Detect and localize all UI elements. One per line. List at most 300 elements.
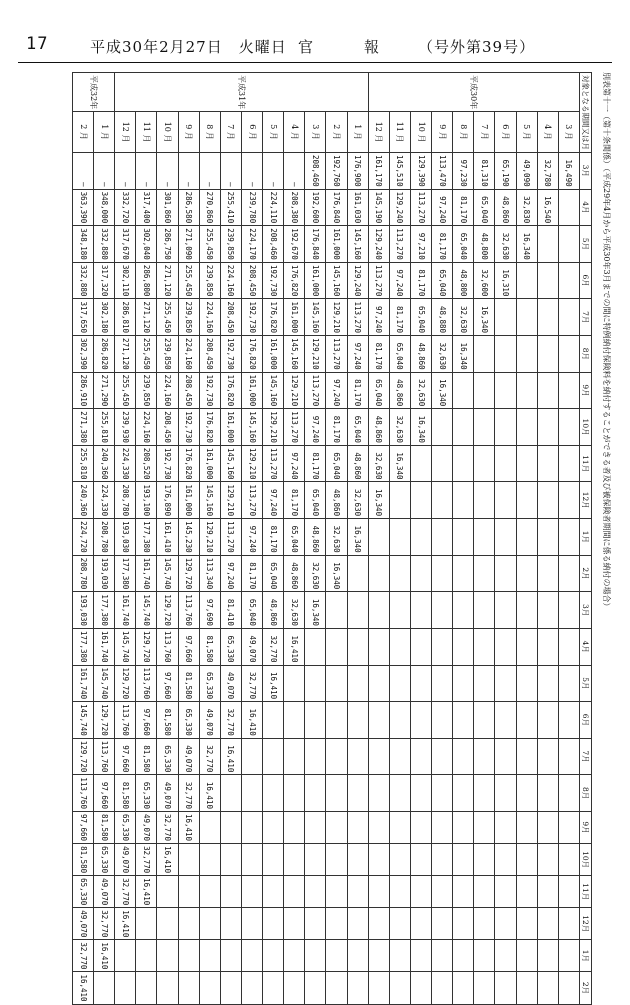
- table-cell: 145,160: [263, 372, 284, 409]
- table-cell: [474, 940, 495, 972]
- table-cell: 129,720: [73, 738, 94, 775]
- table-cell: [263, 811, 284, 843]
- table-cell: 16,410: [242, 702, 263, 739]
- row-month-label: 3 月: [305, 112, 326, 153]
- table-cell: [474, 482, 495, 519]
- table-cell: [537, 299, 558, 336]
- table-cell: [305, 665, 326, 702]
- table-cell: —: [136, 153, 157, 190]
- table-cell: 48,860: [389, 372, 410, 409]
- table-cell: 129,390: [411, 153, 432, 190]
- table-cell: [453, 844, 474, 876]
- table-cell: [537, 844, 558, 876]
- table-cell: [368, 628, 389, 665]
- table-cell: [326, 702, 347, 739]
- table-cell: 208,780: [94, 519, 115, 556]
- table-cell: —: [220, 153, 241, 190]
- table-cell: [411, 628, 432, 665]
- table-cell: [284, 876, 305, 908]
- table-cell: [389, 972, 410, 1004]
- header-row: [580, 73, 592, 1005]
- table-cell: [558, 702, 579, 739]
- table-cell: 176,820: [242, 336, 263, 373]
- table-cell: 97,660: [136, 702, 157, 739]
- table-cell: 302,040: [136, 226, 157, 263]
- table-cell: [516, 972, 537, 1004]
- table-cell: [558, 665, 579, 702]
- table-cell: 32,770: [263, 628, 284, 665]
- table-cell: [495, 519, 516, 556]
- table-cell: [453, 519, 474, 556]
- table-cell: 161,000: [326, 226, 347, 263]
- table-cell: [326, 665, 347, 702]
- table-cell: 113,270: [368, 262, 389, 299]
- table-cell: [432, 908, 453, 940]
- table-cell: [368, 811, 389, 843]
- month-column-header: 12月: [580, 482, 592, 519]
- month-column-header: 8月: [580, 775, 592, 812]
- table-cell: [537, 445, 558, 482]
- row-month-label: 12 月: [115, 112, 136, 153]
- table-cell: 176,840: [305, 226, 326, 263]
- table-cell: [157, 972, 178, 1004]
- table-cell: [284, 702, 305, 739]
- table-row: [326, 73, 347, 1005]
- table-cell: 239,850: [178, 299, 199, 336]
- table-cell: 271,090: [178, 226, 199, 263]
- table-cell: 81,410: [220, 592, 241, 629]
- table-cell: 81,580: [178, 665, 199, 702]
- table-cell: 81,580: [115, 775, 136, 812]
- table-cell: 65,040: [263, 555, 284, 592]
- table-cell: [495, 738, 516, 775]
- table-cell: 224,330: [115, 445, 136, 482]
- table-cell: 317,320: [94, 262, 115, 299]
- table-cell: [411, 738, 432, 775]
- table-cell: [136, 908, 157, 940]
- table-cell: [263, 702, 284, 739]
- table-cell: 65,330: [73, 876, 94, 908]
- table-cell: 48,860: [368, 409, 389, 446]
- table-cell: [537, 665, 558, 702]
- table-cell: [432, 940, 453, 972]
- table-cell: [157, 876, 178, 908]
- table-cell: [537, 262, 558, 299]
- table-cell: [558, 409, 579, 446]
- table-cell: [389, 555, 410, 592]
- table-cell: [242, 908, 263, 940]
- table-cell: 81,170: [242, 555, 263, 592]
- table-cell: [220, 844, 241, 876]
- table-cell: 49,070: [220, 665, 241, 702]
- table-cell: 145,230: [178, 519, 199, 556]
- table-cell: [516, 482, 537, 519]
- table-cell: 16,340: [368, 482, 389, 519]
- table-cell: 65,330: [136, 775, 157, 812]
- table-cell: 302,180: [94, 299, 115, 336]
- table-cell: 16,410: [199, 775, 220, 812]
- table-cell: 48,800: [474, 226, 495, 263]
- table-cell: [516, 262, 537, 299]
- table-cell: 48,860: [263, 592, 284, 629]
- month-column-header: 7月: [580, 738, 592, 775]
- table-cell: [347, 738, 368, 775]
- table-cell: [178, 972, 199, 1004]
- table-cell: 363,390: [73, 189, 94, 226]
- table-cell: [453, 592, 474, 629]
- table-cell: [495, 972, 516, 1004]
- table-cell: 16,410: [178, 811, 199, 843]
- table-cell: 208,450: [157, 409, 178, 446]
- table-cell: [368, 519, 389, 556]
- table-cell: [432, 775, 453, 812]
- table-row: [411, 73, 432, 1005]
- table-cell: 161,740: [94, 628, 115, 665]
- table-cell: [389, 811, 410, 843]
- table-cell: 177,380: [115, 555, 136, 592]
- table-cell: 145,510: [389, 153, 410, 190]
- table-cell: 49,070: [136, 811, 157, 843]
- table-cell: 270,860: [199, 189, 220, 226]
- table-cell: 240,360: [94, 445, 115, 482]
- table-cell: [516, 844, 537, 876]
- table-cell: [220, 908, 241, 940]
- table-cell: 65,190: [495, 153, 516, 190]
- table-cell: 97,210: [411, 226, 432, 263]
- table-cell: 129,240: [347, 262, 368, 299]
- month-column-header: 1月: [580, 519, 592, 556]
- table-row: [516, 73, 537, 1005]
- table-cell: [411, 592, 432, 629]
- table-cell: 113,760: [73, 775, 94, 812]
- table-cell: 81,580: [157, 702, 178, 739]
- table-cell: [495, 592, 516, 629]
- table-cell: [284, 908, 305, 940]
- year-group-label: 平成30年: [368, 73, 579, 112]
- table-cell: [368, 702, 389, 739]
- table-cell: 271,120: [115, 336, 136, 373]
- table-cell: [537, 482, 558, 519]
- month-column-header: 2月: [580, 972, 592, 1004]
- table-cell: [453, 409, 474, 446]
- table-cell: [453, 972, 474, 1004]
- table-cell: [453, 482, 474, 519]
- table-cell: [199, 844, 220, 876]
- table-cell: [537, 226, 558, 263]
- table-cell: 32,770: [73, 940, 94, 972]
- rotated-table-container: [72, 72, 611, 1002]
- table-cell: 271,120: [136, 299, 157, 336]
- table-cell: 65,330: [178, 702, 199, 739]
- table-cell: [432, 844, 453, 876]
- table-cell: 192,730: [157, 445, 178, 482]
- month-column-header: 9月: [580, 811, 592, 843]
- table-cell: [178, 876, 199, 908]
- table-cell: [558, 811, 579, 843]
- table-cell: [474, 555, 495, 592]
- table-cell: 176,820: [220, 372, 241, 409]
- table-cell: 32,770: [115, 876, 136, 908]
- table-cell: [368, 592, 389, 629]
- table-cell: [516, 372, 537, 409]
- table-cell: 129,720: [115, 665, 136, 702]
- table-cell: [199, 811, 220, 843]
- table-cell: 16,310: [495, 262, 516, 299]
- table-cell: 192,760: [326, 153, 347, 190]
- table-cell: [537, 372, 558, 409]
- table-cell: 16,410: [94, 940, 115, 972]
- table-cell: 65,040: [389, 336, 410, 373]
- table-cell: [411, 940, 432, 972]
- table-cell: 286,800: [136, 262, 157, 299]
- table-cell: 32,630: [284, 592, 305, 629]
- table-cell: 65,040: [368, 372, 389, 409]
- table-cell: [347, 811, 368, 843]
- table-cell: 224,160: [157, 372, 178, 409]
- table-cell: [495, 702, 516, 739]
- table-cell: 192,670: [284, 226, 305, 263]
- table-cell: 176,820: [263, 299, 284, 336]
- table-cell: 97,240: [347, 336, 368, 373]
- month-column-header: 11月: [580, 876, 592, 908]
- table-cell: [263, 908, 284, 940]
- table-cell: 97,240: [220, 555, 241, 592]
- table-cell: [305, 738, 326, 775]
- table-cell: [495, 372, 516, 409]
- table-cell: [537, 409, 558, 446]
- table-cell: 65,040: [432, 262, 453, 299]
- table-cell: 145,160: [242, 409, 263, 446]
- table-cell: 208,380: [284, 189, 305, 226]
- table-cell: [495, 811, 516, 843]
- table-cell: 286,580: [178, 189, 199, 226]
- table-cell: [558, 844, 579, 876]
- table-cell: [326, 738, 347, 775]
- table-cell: [157, 908, 178, 940]
- table-cell: 65,330: [94, 844, 115, 876]
- table-cell: [432, 665, 453, 702]
- table-cell: 177,380: [94, 592, 115, 629]
- table-cell: [432, 702, 453, 739]
- table-cell: 239,930: [115, 409, 136, 446]
- table-cell: 65,040: [474, 189, 495, 226]
- table-cell: [263, 738, 284, 775]
- table-cell: 129,210: [305, 336, 326, 373]
- table-cell: 16,340: [326, 555, 347, 592]
- table-cell: 271,290: [94, 372, 115, 409]
- table-cell: 81,580: [136, 738, 157, 775]
- row-month-label: 2 月: [326, 112, 347, 153]
- table-cell: 176,820: [284, 262, 305, 299]
- table-cell: [453, 775, 474, 812]
- table-cell: [516, 409, 537, 446]
- table-row: [73, 73, 94, 1005]
- table-cell: 271,380: [73, 409, 94, 446]
- table-cell: [411, 972, 432, 1004]
- table-cell: [453, 702, 474, 739]
- table-cell: 208,450: [220, 299, 241, 336]
- month-column-header: 7月: [580, 299, 592, 336]
- table-cell: [495, 775, 516, 812]
- table-cell: 161,740: [73, 665, 94, 702]
- row-month-label: 10 月: [411, 112, 432, 153]
- row-month-label: 10 月: [157, 112, 178, 153]
- table-cell: [389, 519, 410, 556]
- header-divider: [18, 62, 612, 63]
- row-month-label: 9 月: [178, 112, 199, 153]
- table-cell: [220, 940, 241, 972]
- table-cell: 224,160: [199, 299, 220, 336]
- table-cell: 32,630: [432, 336, 453, 373]
- table-cell: [347, 940, 368, 972]
- table-cell: [474, 445, 495, 482]
- table-cell: [326, 592, 347, 629]
- table-cell: 193,030: [94, 555, 115, 592]
- year-group-label: 平成31年: [115, 73, 369, 112]
- table-cell: 255,450: [157, 299, 178, 336]
- table-cell: [368, 665, 389, 702]
- table-cell: 192,600: [305, 189, 326, 226]
- table-cell: [199, 876, 220, 908]
- row-month-label: 3 月: [558, 112, 579, 153]
- table-row: [432, 73, 453, 1005]
- table-cell: 32,770: [157, 811, 178, 843]
- table-cell: [347, 628, 368, 665]
- table-cell: [453, 811, 474, 843]
- month-column-header: 2月: [580, 555, 592, 592]
- table-cell: 129,210: [326, 299, 347, 336]
- month-column-header: 8月: [580, 336, 592, 373]
- table-cell: 145,740: [94, 665, 115, 702]
- table-cell: [474, 811, 495, 843]
- table-cell: 192,730: [220, 336, 241, 373]
- table-cell: [347, 876, 368, 908]
- table-cell: [284, 738, 305, 775]
- row-month-label: 4 月: [537, 112, 558, 153]
- table-cell: 301,860: [157, 189, 178, 226]
- table-cell: 332,880: [73, 262, 94, 299]
- table-cell: 49,090: [516, 153, 537, 190]
- table-cell: [115, 940, 136, 972]
- table-cell: 113,270: [220, 519, 241, 556]
- table-cell: [558, 372, 579, 409]
- table-cell: [199, 940, 220, 972]
- table-cell: [558, 592, 579, 629]
- table-cell: [537, 738, 558, 775]
- table-cell: [305, 908, 326, 940]
- table-cell: 161,000: [220, 409, 241, 446]
- row-month-label: 5 月: [263, 112, 284, 153]
- page-header: [18, 30, 610, 60]
- table-cell: 302,110: [115, 262, 136, 299]
- table-cell: 145,740: [115, 628, 136, 665]
- table-cell: 16,340: [411, 409, 432, 446]
- row-month-label: 4 月: [284, 112, 305, 153]
- table-cell: 332,720: [115, 189, 136, 226]
- table-cell: 65,330: [115, 811, 136, 843]
- table-cell: 255,450: [115, 372, 136, 409]
- table-cell: [368, 876, 389, 908]
- table-cell: [516, 299, 537, 336]
- table-cell: [242, 972, 263, 1004]
- table-cell: 145,160: [347, 226, 368, 263]
- table-cell: 161,170: [368, 153, 389, 190]
- table-cell: [495, 844, 516, 876]
- table-cell: 16,340: [432, 372, 453, 409]
- table-row: [347, 73, 368, 1005]
- table-cell: [389, 738, 410, 775]
- table-cell: [368, 940, 389, 972]
- table-cell: [368, 555, 389, 592]
- table-cell: 177,380: [73, 628, 94, 665]
- table-cell: 81,580: [199, 628, 220, 665]
- table-cell: 16,410: [136, 876, 157, 908]
- month-column-header: 5月: [580, 665, 592, 702]
- table-cell: 317,670: [115, 226, 136, 263]
- table-cell: [537, 702, 558, 739]
- table-cell: 97,660: [115, 738, 136, 775]
- table-cell: 145,740: [157, 555, 178, 592]
- table-cell: 161,000: [305, 262, 326, 299]
- table-cell: 48,860: [305, 519, 326, 556]
- table-cell: [305, 702, 326, 739]
- table-cell: [537, 876, 558, 908]
- table-cell: 81,170: [263, 519, 284, 556]
- table-cell: —: [94, 153, 115, 190]
- table-cell: [474, 372, 495, 409]
- table-cell: 97,240: [242, 519, 263, 556]
- table-cell: 16,410: [220, 738, 241, 775]
- table-cell: 81,170: [432, 226, 453, 263]
- table-cell: 65,040: [326, 445, 347, 482]
- table-cell: [368, 908, 389, 940]
- table-cell: 161,000: [178, 482, 199, 519]
- table-cell: [389, 940, 410, 972]
- table-cell: 176,890: [157, 482, 178, 519]
- table-cell: [411, 482, 432, 519]
- table-cell: [432, 519, 453, 556]
- table-cell: [432, 738, 453, 775]
- table-cell: [263, 940, 284, 972]
- table-cell: [242, 844, 263, 876]
- table-cell: 145,740: [136, 592, 157, 629]
- table-cell: 113,340: [199, 555, 220, 592]
- table-cell: 97,240: [389, 262, 410, 299]
- table-cell: [432, 482, 453, 519]
- table-cell: [516, 628, 537, 665]
- month-column-header: 4月: [580, 628, 592, 665]
- table-cell: [284, 940, 305, 972]
- table-cell: 239,850: [199, 262, 220, 299]
- table-cell: 48,860: [326, 482, 347, 519]
- table-cell: [242, 940, 263, 972]
- month-column-header: 9月: [580, 372, 592, 409]
- table-cell: 286,910: [73, 372, 94, 409]
- table-cell: [558, 189, 579, 226]
- table-cell: [516, 445, 537, 482]
- table-cell: 97,240: [368, 299, 389, 336]
- table-row: [305, 73, 326, 1005]
- table-cell: [411, 555, 432, 592]
- table-cell: 161,410: [157, 519, 178, 556]
- row-month-label: 2 月: [73, 112, 94, 153]
- table-row: [115, 73, 136, 1005]
- table-cell: [220, 972, 241, 1004]
- table-cell: [453, 738, 474, 775]
- table-cell: 161,000: [284, 299, 305, 336]
- table-cell: 129,720: [157, 592, 178, 629]
- table-cell: 81,170: [368, 336, 389, 373]
